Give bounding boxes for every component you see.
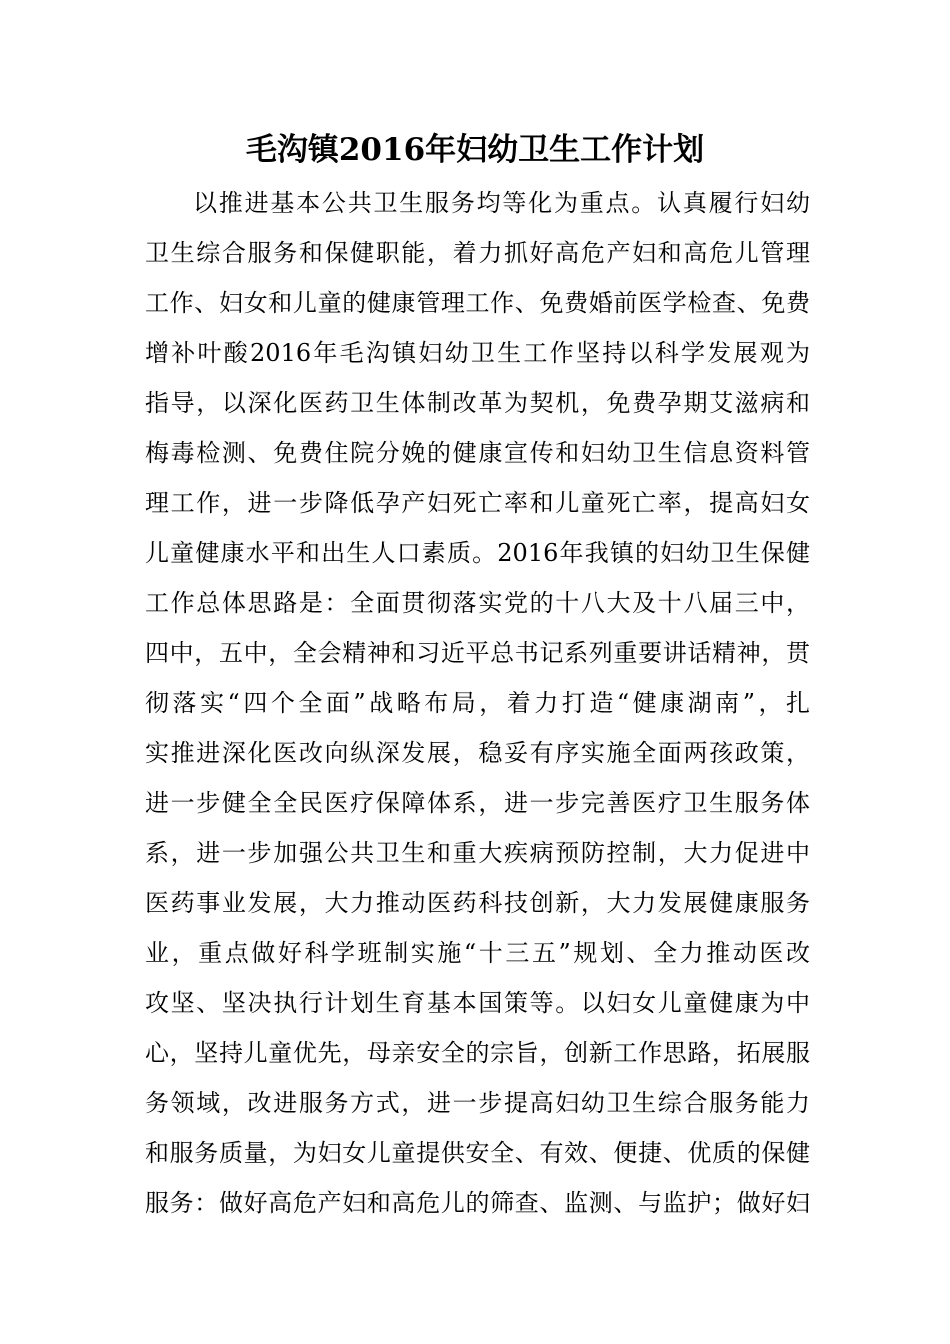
- body-line: 和服务质量，为妇女儿童提供安全、有效、便捷、优质的保健: [145, 1139, 810, 1167]
- body-line: 彻落实“四个全面”战略布局，着力打造“健康湖南”，扎: [145, 689, 810, 717]
- body-line: 梅毒检测、免费住院分娩的健康宣传和妇幼卫生信息资料管: [145, 439, 810, 467]
- body-line: 实推进深化医改向纵深发展，稳妥有序实施全面两孩政策，: [145, 739, 810, 767]
- body-line: 卫生综合服务和保健职能，着力抓好高危产妇和高危儿管理: [145, 239, 810, 267]
- body-line: 医药事业发展，大力推动医药科技创新，大力发展健康服务: [145, 889, 810, 917]
- body-line: 儿童健康水平和出生人口素质。2016年我镇的妇幼卫生保健: [145, 539, 810, 567]
- body-line: 心，坚持儿童优先，母亲安全的宗旨，创新工作思路，拓展服: [145, 1039, 810, 1067]
- body-line: 系，进一步加强公共卫生和重大疾病预防控制，大力促进中: [145, 839, 810, 867]
- body-line: 以推进基本公共卫生服务均等化为重点。认真履行妇幼: [193, 189, 810, 217]
- body-line: 进一步健全全民医疗保障体系，进一步完善医疗卫生服务体: [145, 789, 810, 817]
- document-body: [145, 178, 810, 1228]
- body-line: 指导，以深化医药卫生体制改革为契机，免费孕期艾滋病和: [145, 389, 810, 417]
- body-line: 攻坚、坚决执行计划生育基本国策等。以妇女儿童健康为中: [145, 989, 810, 1017]
- body-line: 服务：做好高危产妇和高危儿的筛查、监测、与监护；做好妇: [145, 1189, 810, 1217]
- body-line: 增补叶酸2016年毛沟镇妇幼卫生工作坚持以科学发展观为: [145, 339, 810, 367]
- body-line: 四中，五中，全会精神和习近平总书记系列重要讲话精神，贯: [145, 639, 810, 667]
- body-line: 业，重点做好科学班制实施“十三五”规划、全力推动医改: [145, 939, 810, 967]
- document-title: 毛沟镇2016年妇幼卫生工作计划: [245, 132, 705, 168]
- body-line: 工作总体思路是：全面贯彻落实党的十八大及十八届三中，: [145, 589, 810, 617]
- body-line: 理工作，进一步降低孕产妇死亡率和儿童死亡率，提高妇女: [145, 489, 810, 517]
- body-line: 工作、妇女和儿童的健康管理工作、免费婚前医学检查、免费: [145, 289, 810, 317]
- body-line: 务领域，改进服务方式，进一步提高妇幼卫生综合服务能力: [145, 1089, 810, 1117]
